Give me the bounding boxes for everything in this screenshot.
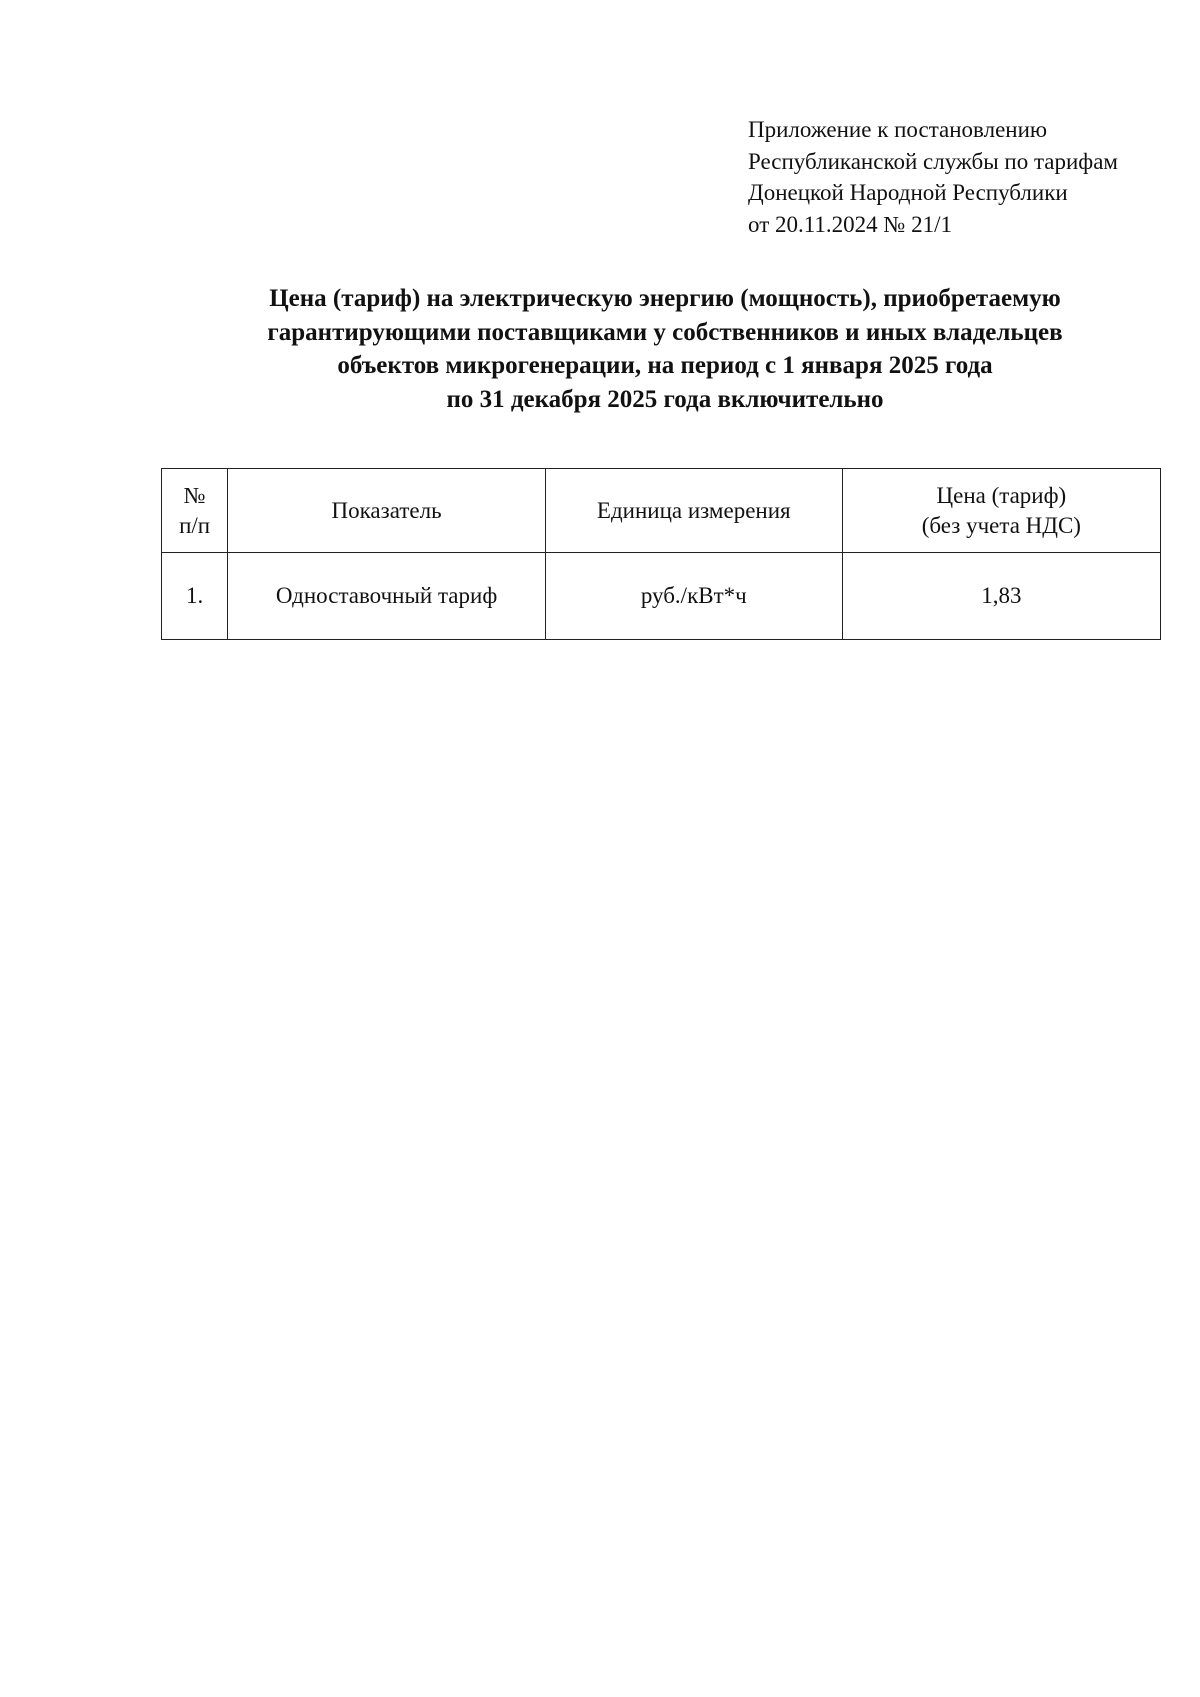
cell-unit: руб./кВт*ч	[545, 553, 842, 640]
table-row	[162, 553, 1161, 640]
header-num-line2: п/п	[179, 512, 211, 538]
title-line: объектов микрогенерации, на период с 1 января 2025 года	[337, 352, 993, 379]
appendix-block	[748, 114, 1118, 240]
title-line: Цена (тариф) на электрическую энергию (мощность), приобретаемую	[269, 285, 1061, 312]
header-num	[162, 469, 228, 553]
appendix-line: Приложение к постановлению	[748, 117, 1048, 142]
appendix-line: от 20.11.2024 № 21/1	[748, 211, 952, 237]
header-price-line2: (без учета НДС)	[921, 512, 1081, 538]
cell-indicator: Одноставочный тариф	[228, 553, 546, 640]
header-num-line1: №	[183, 482, 206, 508]
document-title	[100, 282, 1200, 416]
header-price-line1: Цена (тариф)	[936, 482, 1067, 508]
title-line: гарантирующими поставщиками у собственников и иных владельцев	[267, 318, 1063, 346]
header-unit: Единица измерения	[545, 469, 842, 553]
header-indicator: Показатель	[228, 469, 546, 553]
title-line: по 31 декабря 2025 года включительно	[446, 385, 884, 413]
tariff-table	[161, 468, 1161, 640]
header-price	[842, 469, 1160, 553]
cell-price: 1,83	[842, 553, 1160, 640]
appendix-line: Республиканской службы по тарифам	[748, 148, 1118, 174]
appendix-line: Донецкой Народной Республики	[748, 180, 1068, 205]
table-header-row	[162, 469, 1161, 553]
cell-num: 1.	[162, 553, 228, 640]
